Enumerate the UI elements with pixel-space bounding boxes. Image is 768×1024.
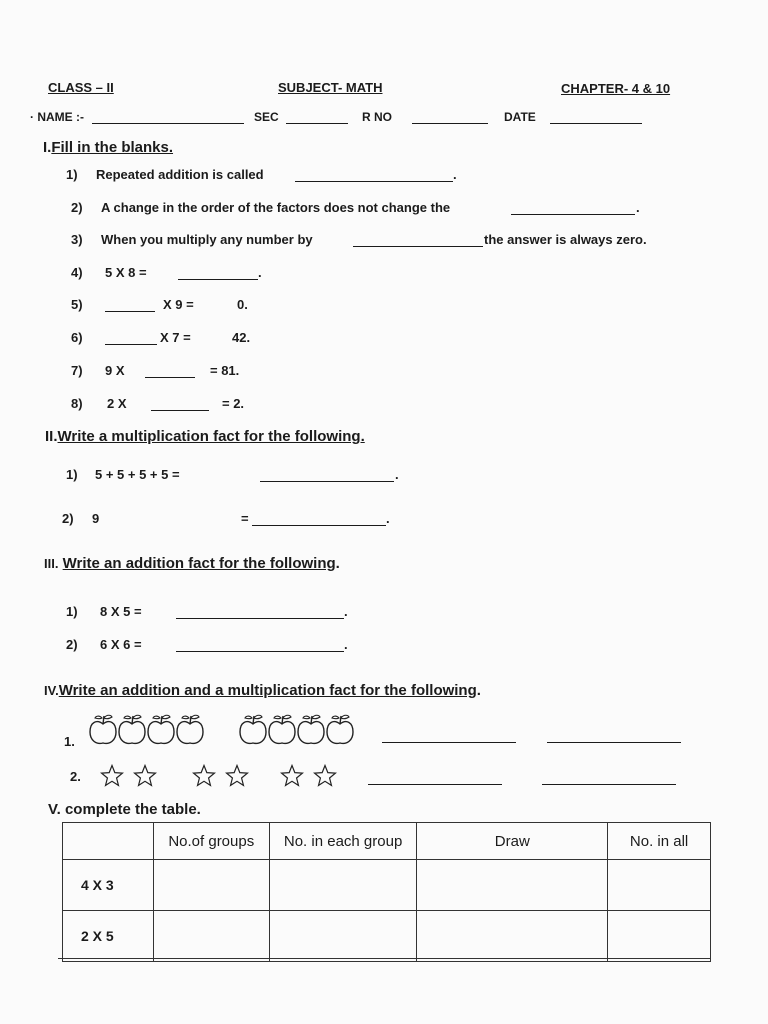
- section3-title: [44, 555, 340, 572]
- s3-blank-2[interactable]: [176, 651, 344, 652]
- table-row-label: 2 X 5: [63, 911, 154, 962]
- s1-end-5: 0.: [237, 297, 248, 312]
- s2-text-2: 9: [92, 511, 100, 526]
- section2-title: [45, 428, 365, 445]
- section1-title: [43, 139, 173, 156]
- table-row-label: 4 X 3: [63, 860, 154, 911]
- s2-eq-2: =: [241, 511, 249, 526]
- section3-title-text: Write an addition fact for the following: [62, 555, 336, 572]
- s1-num-2: 2): [71, 200, 83, 215]
- s1-text-5: X 9 =: [163, 297, 194, 312]
- s1-blank-8[interactable]: [151, 410, 209, 411]
- s2-end-2: .: [386, 511, 390, 526]
- s1-text-4: 5 X 8 =: [105, 265, 147, 280]
- s3-blank-1[interactable]: [176, 618, 344, 619]
- s1-blank-3[interactable]: [353, 246, 483, 247]
- apple-icon: [146, 713, 176, 747]
- s1-blank-6[interactable]: [105, 344, 157, 345]
- section3-suffix: .: [335, 555, 340, 572]
- section5-title: V. complete the table.: [48, 801, 201, 818]
- s1-blank-4[interactable]: [178, 279, 258, 280]
- s1-end-2: .: [636, 200, 640, 215]
- s1-text-2: A change in the order of the factors does not change the: [101, 200, 451, 215]
- s3-num-2: 2): [66, 637, 78, 652]
- s1-blank-2[interactable]: [511, 214, 635, 215]
- star-icon: [133, 764, 157, 788]
- section4-suffix: .: [476, 682, 481, 699]
- section1-prefix: I.: [43, 139, 52, 156]
- s1-num-8: 8): [71, 396, 83, 411]
- star-icon: [225, 764, 249, 788]
- s2-num-2: 2): [62, 511, 74, 526]
- table-header-cell: No. in all: [608, 823, 711, 860]
- table-header-cell: [63, 823, 154, 860]
- section2-prefix: II.: [45, 428, 58, 445]
- section4-prefix: IV.: [44, 683, 59, 698]
- section4-title: [44, 682, 481, 699]
- s1-num-6: 6): [71, 330, 83, 345]
- s1-num-5: 5): [71, 297, 83, 312]
- star-icon: [100, 764, 124, 788]
- table-row: [63, 860, 711, 911]
- s4-multiplication-blank-1[interactable]: [547, 742, 681, 743]
- table-row: [63, 911, 711, 962]
- s1-text-3: When you multiply any number by: [101, 232, 313, 247]
- s1-end-8: = 2.: [222, 396, 245, 411]
- rno-field[interactable]: [412, 123, 488, 124]
- sec-field[interactable]: [286, 123, 348, 124]
- s4-num-1: 1.: [64, 734, 75, 749]
- s2-blank-2[interactable]: [252, 525, 386, 526]
- s3-end-1: .: [344, 604, 348, 619]
- table-cell[interactable]: [153, 911, 269, 962]
- s1-end-3: the answer is always zero.: [484, 232, 647, 247]
- apple-icon: [296, 713, 326, 747]
- s2-num-1: 1): [66, 467, 78, 482]
- table-header-cell: No.of groups: [153, 823, 269, 860]
- s4-addition-blank-2[interactable]: [368, 784, 502, 785]
- s3-end-2: .: [344, 637, 348, 652]
- table-cell[interactable]: [153, 860, 269, 911]
- chapter-label: CHAPTER- 4 & 10: [561, 81, 671, 96]
- s1-text-1: Repeated addition is called: [96, 167, 264, 182]
- apple-icon: [238, 713, 268, 747]
- apple-icon: [325, 713, 355, 747]
- s3-text-2: 6 X 6 =: [100, 637, 142, 652]
- name-field[interactable]: [92, 123, 244, 124]
- apple-icon: [117, 713, 147, 747]
- star-icon: [280, 764, 304, 788]
- subject-label: SUBJECT- MATH: [278, 80, 383, 95]
- s4-multiplication-blank-2[interactable]: [542, 784, 676, 785]
- rno-label: R NO: [362, 110, 392, 124]
- s1-num-3: 3): [71, 232, 83, 247]
- table-cell[interactable]: [269, 860, 417, 911]
- table-cell[interactable]: [608, 911, 711, 962]
- s1-end-6: 42.: [232, 330, 251, 345]
- s1-blank-5[interactable]: [105, 311, 155, 312]
- name-label: · NAME :-: [30, 110, 85, 124]
- s1-text-6: X 7 =: [160, 330, 191, 345]
- s4-num-2: 2.: [70, 769, 81, 784]
- s2-blank-1[interactable]: [260, 481, 394, 482]
- name-label-text: NAME :-: [37, 110, 85, 124]
- apple-icon: [175, 713, 205, 747]
- star-icon: [313, 764, 337, 788]
- s1-blank-1[interactable]: [295, 181, 453, 182]
- s1-blank-7[interactable]: [145, 377, 195, 378]
- s1-text-7: 9 X: [105, 363, 125, 378]
- table-bottom-rule: [58, 958, 710, 959]
- multiplication-table: [62, 822, 711, 962]
- date-field[interactable]: [550, 123, 642, 124]
- s1-text-8: 2 X: [107, 396, 127, 411]
- class-label: CLASS – II: [48, 80, 114, 95]
- table-cell[interactable]: [417, 911, 608, 962]
- table-header-cell: No. in each group: [269, 823, 417, 860]
- s1-num-1: 1): [66, 167, 78, 182]
- table-cell[interactable]: [608, 860, 711, 911]
- s1-end-7: = 81.: [210, 363, 240, 378]
- section3-prefix: III.: [44, 556, 59, 571]
- s1-end-4: .: [258, 265, 262, 280]
- apple-icon: [88, 713, 118, 747]
- apple-icon: [267, 713, 297, 747]
- section2-title-text: Write a multiplication fact for the following.: [57, 428, 365, 445]
- s1-num-4: 4): [71, 265, 83, 280]
- s2-end-1: .: [395, 467, 399, 482]
- s3-text-1: 8 X 5 =: [100, 604, 142, 619]
- s4-addition-blank-1[interactable]: [382, 742, 516, 743]
- s1-end-1: .: [453, 167, 457, 182]
- section1-title-text: Fill in the blanks.: [51, 139, 174, 156]
- s3-num-1: 1): [66, 604, 78, 619]
- table-cell[interactable]: [417, 860, 608, 911]
- sec-label: SEC: [254, 110, 279, 124]
- date-label: DATE: [504, 110, 536, 124]
- table-cell[interactable]: [269, 911, 417, 962]
- s2-text-1: 5 + 5 + 5 + 5 =: [95, 467, 180, 482]
- table-header-row: [63, 823, 711, 860]
- section4-title-text: Write an addition and a multiplication fact for the following: [58, 682, 477, 699]
- s1-num-7: 7): [71, 363, 83, 378]
- table-header-cell: Draw: [417, 823, 608, 860]
- star-icon: [192, 764, 216, 788]
